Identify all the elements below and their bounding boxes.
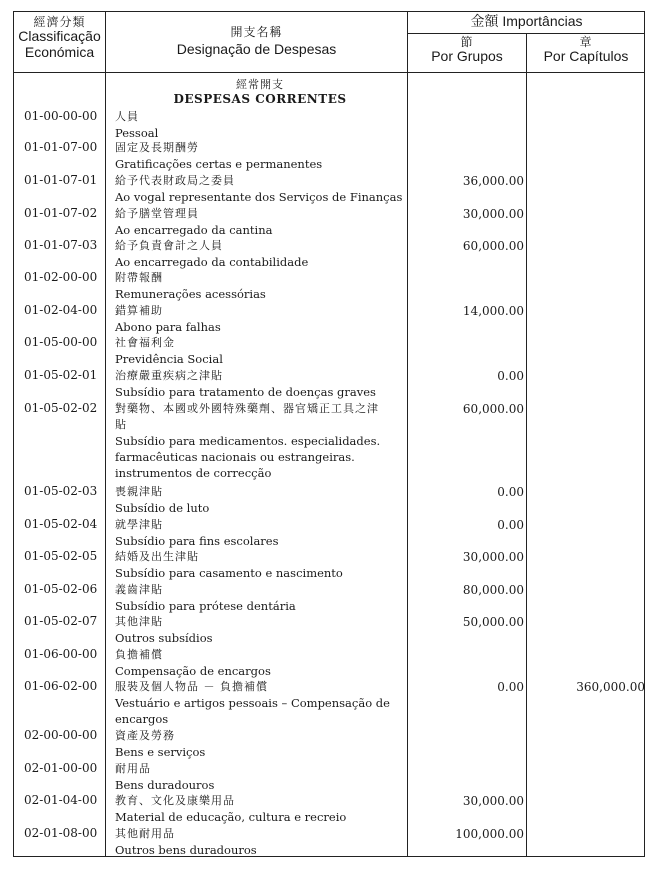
expense-description <box>115 728 405 760</box>
expense-description <box>115 582 405 614</box>
section-title-pt: DESPESAS CORRENTES <box>173 92 347 106</box>
expense-description <box>115 826 405 858</box>
description-zh: 喪親津貼 <box>115 485 163 498</box>
economic-code: 01-05-02-03 <box>24 484 98 498</box>
chapters-header-pt: Por Capítulos <box>543 48 629 65</box>
economic-code: 02-00-00-00 <box>24 728 98 742</box>
economic-code: 01-01-07-02 <box>24 206 98 220</box>
description-zh: 就學津貼 <box>115 518 163 531</box>
description-zh: 結婚及出生津貼 <box>115 550 199 563</box>
economic-code: 01-05-02-02 <box>24 401 98 415</box>
description-zh: 教育、文化及康樂用品 <box>115 794 235 807</box>
amount-by-group: 30,000.00 <box>462 550 524 564</box>
economic-code: 01-01-07-03 <box>24 238 98 252</box>
economic-code: 01-05-02-06 <box>24 582 98 596</box>
description-zh: 對藥物、本國或外國特殊藥劑、器官矯正工具之津 <box>115 402 379 415</box>
economic-code: 02-01-04-00 <box>24 793 98 807</box>
description-zh: 給予膳堂管理員 <box>115 207 199 220</box>
economic-code: 01-00-00-00 <box>24 109 98 123</box>
description-pt: Abono para falhas <box>115 320 221 334</box>
description-pt: Ao encarregado da contabilidade <box>115 255 309 269</box>
description-zh: 義齒津貼 <box>115 583 163 596</box>
economic-code: 01-02-00-00 <box>24 270 98 284</box>
designation-header-pt: Designação de Despesas <box>176 41 337 58</box>
description-zh: 社會福利金 <box>115 336 175 349</box>
chapters-header-zh: 章 <box>579 35 593 49</box>
amount-by-group: 60,000.00 <box>462 402 524 416</box>
expense-description <box>115 140 405 172</box>
economic-code: 01-01-07-01 <box>24 173 98 187</box>
expense-description <box>115 270 405 302</box>
description-pt: Subsídio para prótese dentária <box>115 599 296 613</box>
amount-by-group: 0.00 <box>497 680 524 694</box>
description-pt: Subsídio de luto <box>115 501 210 515</box>
column-divider <box>407 12 408 856</box>
expense-description <box>115 303 405 335</box>
description-zh: 錯算補助 <box>115 304 163 317</box>
designation-header <box>106 26 407 58</box>
description-zh: 耐用品 <box>115 762 151 775</box>
description-zh: 人員 <box>115 110 139 123</box>
economic-code: 02-01-00-00 <box>24 761 98 775</box>
expense-table <box>13 11 645 857</box>
expense-description <box>115 549 405 581</box>
amount-by-group: 100,000.00 <box>455 827 524 841</box>
expense-description <box>115 238 405 270</box>
description-pt: Subsídio para tratamento de doenças graves <box>115 385 376 399</box>
expense-description <box>115 484 405 516</box>
economic-code: 01-01-07-00 <box>24 140 98 154</box>
economic-code: 01-05-02-07 <box>24 614 98 628</box>
amount-by-group: 36,000.00 <box>462 174 524 188</box>
description-pt: Bens e serviços <box>115 745 206 759</box>
description-pt: Remunerações acessórias <box>115 287 266 301</box>
description-pt: Bens duradouros <box>115 778 215 792</box>
description-zh: 給予代表財政局之委員 <box>115 174 235 187</box>
economic-code: 01-06-00-00 <box>24 647 98 661</box>
amount-header-title: 金額 Importâncias <box>470 13 583 29</box>
amount-by-group: 30,000.00 <box>462 207 524 221</box>
chapters-header <box>527 36 645 65</box>
expense-description <box>115 401 405 481</box>
description-zh-continued: 貼 <box>115 418 127 431</box>
expense-description <box>115 517 405 549</box>
description-zh: 服裝及個人物品 － 負擔補償 <box>115 680 268 693</box>
description-zh: 治療嚴重疾病之津貼 <box>115 369 223 382</box>
classification-header-zh: 經濟分類 <box>33 15 86 29</box>
expense-description <box>115 679 405 727</box>
description-pt: Compensação de encargos <box>115 664 271 678</box>
description-pt: Subsídio para fins escolares <box>115 534 279 548</box>
classification-header-pt-line2: Económica <box>24 43 95 60</box>
expense-description <box>115 368 405 400</box>
description-pt: Material de educação, cultura e recreio <box>115 810 347 824</box>
description-pt: Ao vogal representante dos Serviços de Finanças <box>115 190 403 204</box>
classification-header <box>14 16 105 60</box>
economic-code: 01-05-02-01 <box>24 368 98 382</box>
description-pt: Previdência Social <box>115 352 223 366</box>
amount-by-group: 80,000.00 <box>462 583 524 597</box>
amount-by-group: 0.00 <box>497 518 524 532</box>
amount-by-group: 60,000.00 <box>462 239 524 253</box>
expense-description <box>115 647 405 679</box>
description-pt: Vestuário e artigos pessoais – Compensação de encargos <box>115 696 390 726</box>
expense-description <box>115 109 405 141</box>
designation-header-zh: 開支名稱 <box>230 25 283 39</box>
description-pt: Subsídio para casamento e nascimento <box>115 566 343 580</box>
amount-by-chapter: 360,000.00 <box>576 680 645 694</box>
header-divider <box>14 72 645 73</box>
expense-description <box>115 614 405 646</box>
description-zh: 其他耐用品 <box>115 827 175 840</box>
column-divider <box>105 12 106 856</box>
groups-header-zh: 節 <box>460 35 474 49</box>
economic-code: 01-05-02-04 <box>24 517 98 531</box>
expense-description <box>115 335 405 367</box>
description-pt: Subsídio para medicamentos. especialidades. farmacêuticas nacionais ou estrangeiras. instrumentos de correcção <box>115 434 381 480</box>
description-zh: 資產及勞務 <box>115 729 175 742</box>
description-zh: 負擔補償 <box>115 648 163 661</box>
groups-header <box>408 36 526 65</box>
description-pt: Pessoal <box>115 126 159 140</box>
economic-code: 02-01-08-00 <box>24 826 98 840</box>
amount-by-group: 14,000.00 <box>462 304 524 318</box>
description-zh: 附帶報酬 <box>115 271 163 284</box>
expense-description <box>115 761 405 793</box>
economic-code: 01-06-02-00 <box>24 679 98 693</box>
economic-code: 01-05-00-00 <box>24 335 98 349</box>
description-zh: 其他津貼 <box>115 615 163 628</box>
expense-description <box>115 173 405 205</box>
economic-code: 01-02-04-00 <box>24 303 98 317</box>
amount-by-group: 30,000.00 <box>462 794 524 808</box>
amount-by-group: 50,000.00 <box>462 615 524 629</box>
header-divider <box>407 33 645 34</box>
amount-by-group: 0.00 <box>497 369 524 383</box>
column-divider <box>526 33 527 856</box>
section-title <box>115 76 405 106</box>
description-pt: Outros subsídios <box>115 631 213 645</box>
amount-header <box>408 14 645 29</box>
description-zh: 固定及長期酬勞 <box>115 141 199 154</box>
description-pt: Ao encarregado da cantina <box>115 223 273 237</box>
amount-by-group: 0.00 <box>497 485 524 499</box>
groups-header-pt: Por Grupos <box>431 48 503 65</box>
expense-description <box>115 206 405 238</box>
description-pt: Outros bens duradouros <box>115 843 257 857</box>
description-zh: 給予負責會計之人員 <box>115 239 223 252</box>
expense-description <box>115 793 405 825</box>
classification-header-pt-line1: Classificação <box>18 28 101 45</box>
economic-code: 01-05-02-05 <box>24 549 98 563</box>
section-title-zh: 經常開支 <box>236 78 284 91</box>
description-pt: Gratificações certas e permanentes <box>115 157 323 171</box>
